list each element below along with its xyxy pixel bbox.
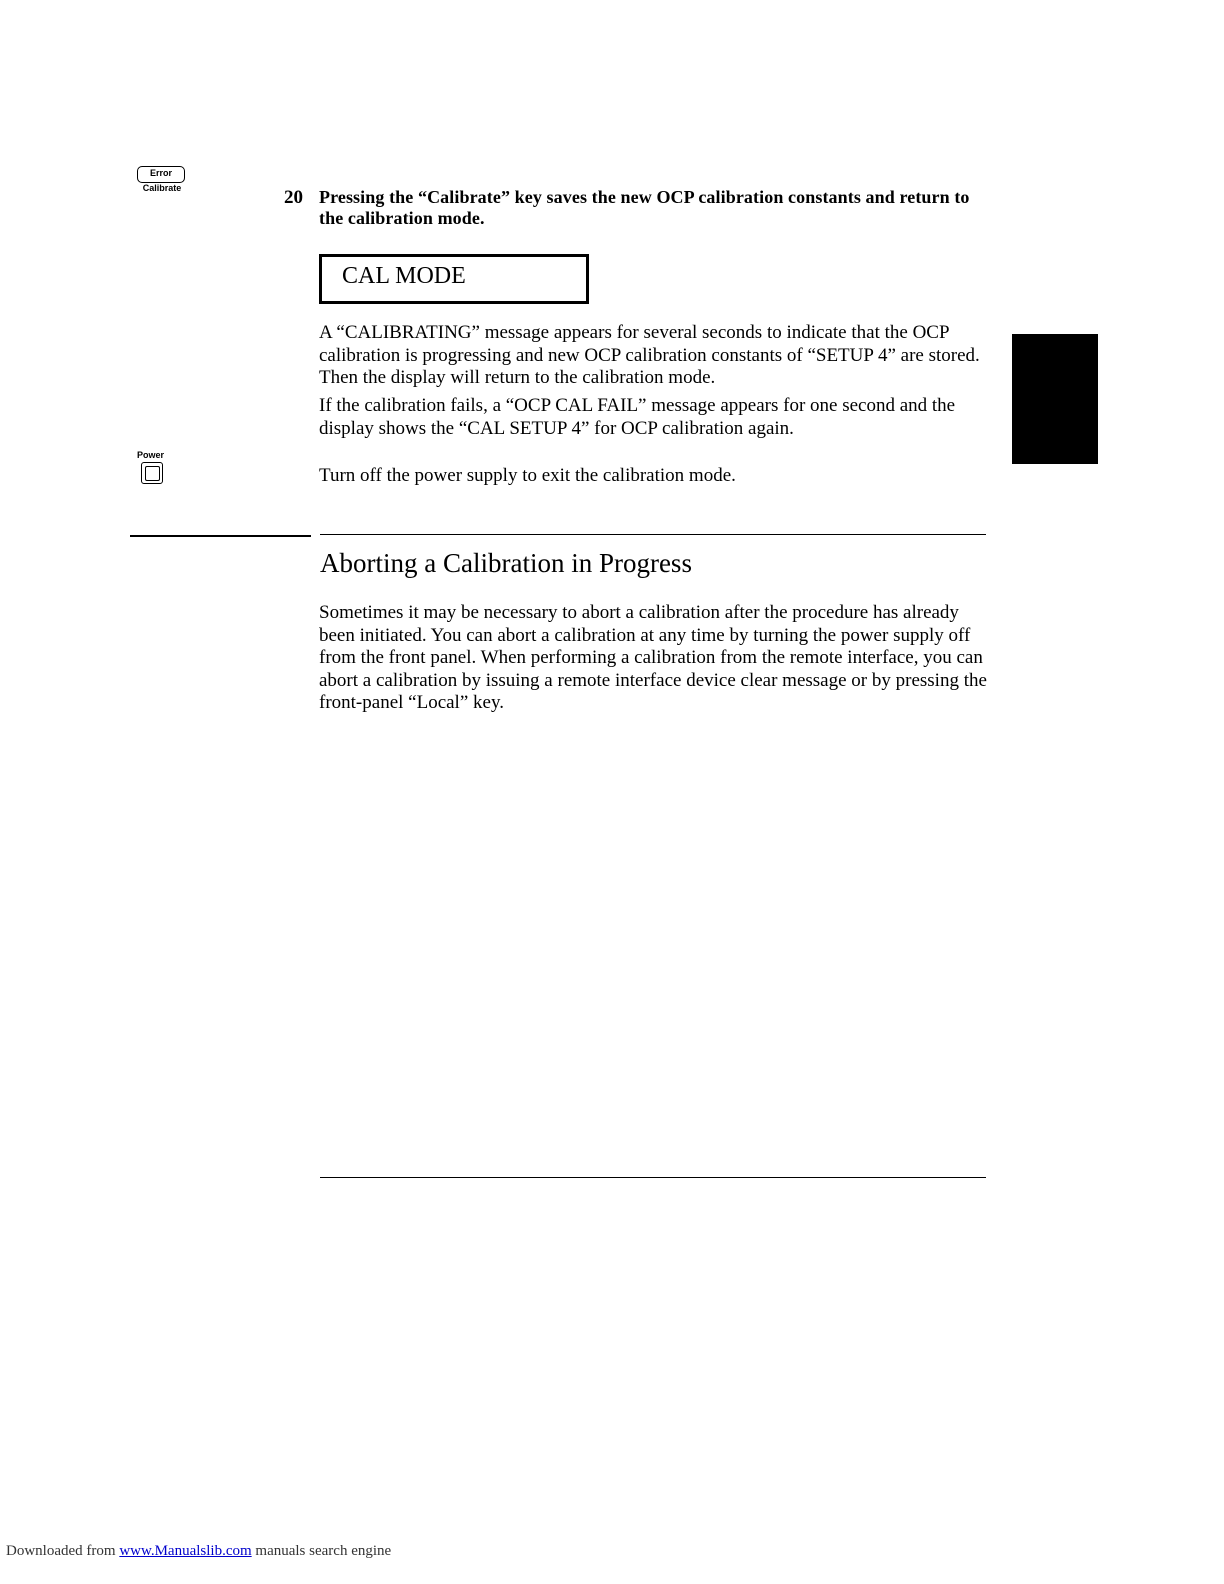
- step-number: 20: [284, 187, 303, 208]
- error-calibrate-key-icon: [137, 166, 185, 183]
- page-bottom-rule: [320, 1177, 986, 1178]
- power-key-icon: [141, 462, 163, 484]
- error-key-label: Error: [149, 168, 172, 178]
- power-key-label: Power: [137, 450, 165, 460]
- step-instruction: Pressing the “Calibrate” key saves the new OCP calibration constants and return to the calibration mode.: [319, 187, 970, 228]
- power-key-inner-square: [145, 466, 160, 481]
- display-text: CAL MODE: [342, 263, 466, 289]
- section-rule-left: [130, 535, 311, 537]
- turn-off-paragraph: Turn off the power supply to exit the calibration mode.: [319, 465, 736, 486]
- calibrate-key-label: Calibrate: [142, 183, 182, 193]
- calibrating-paragraph: A “CALIBRATING” message appears for several seconds to indicate that the OCP calibration is progressing and new OCP calibration constants of “SETUP 4” are stored. Then the display will return to the calibration mode.: [319, 322, 980, 388]
- section-rule-right: [320, 534, 986, 535]
- footer-suffix: manuals search engine: [255, 1543, 392, 1559]
- abort-paragraph: Sometimes it may be necessary to abort a calibration after the procedure has already been initiated. You can abort a calibration at any time by turning the power supply off from the front panel. When performing a calibration from the remote interface, you can abort a calibration by issuing a remote interface device clear message or by pressing the front-panel “Local” key.: [319, 602, 987, 713]
- chapter-thumb-tab: [1012, 334, 1098, 464]
- download-footer: [6, 1542, 391, 1560]
- front-panel-display: [319, 254, 589, 304]
- section-heading: Aborting a Calibration in Progress: [320, 548, 692, 578]
- footer-prefix: Downloaded from: [6, 1543, 116, 1559]
- fail-paragraph: If the calibration fails, a “OCP CAL FAIL” message appears for one second and the display shows the “CAL SETUP 4” for OCP calibration again.: [319, 395, 956, 439]
- manualslib-link[interactable]: www.Manualslib.com: [119, 1543, 252, 1559]
